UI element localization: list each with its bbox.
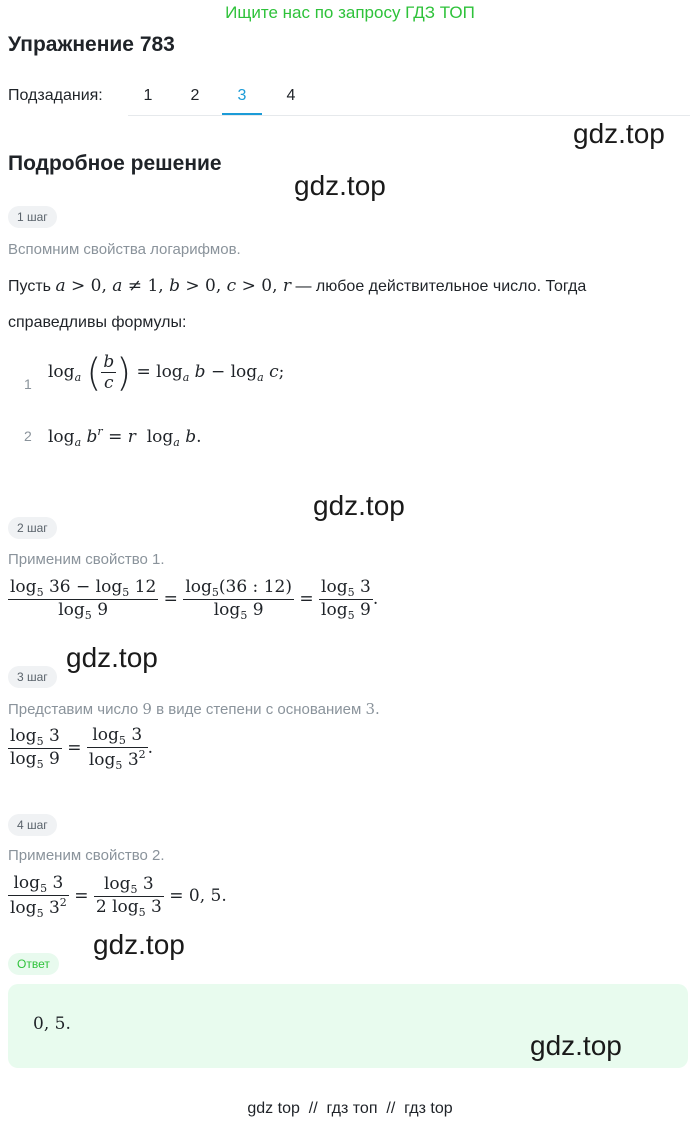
step-hint	[8, 700, 380, 718]
step-text-suffix: — любое действительное число. Тогда	[295, 278, 587, 295]
subtask-tab-4[interactable]: 4	[286, 87, 296, 104]
hint-prefix: Представим число	[8, 701, 139, 718]
step-hint: Применим свойство 2.	[8, 847, 165, 864]
formula-number: 2	[24, 428, 32, 444]
step-text-prefix: Пусть	[8, 278, 51, 295]
subtask-tab-2[interactable]: 2	[190, 87, 200, 104]
answer-badge: Ответ	[8, 953, 59, 975]
watermark: gdz.top	[530, 1030, 622, 1061]
hint-number: 9	[142, 700, 152, 718]
subtask-tab-3[interactable]: 3	[222, 85, 262, 115]
step-badge: 1 шаг	[8, 206, 57, 228]
section-title: Подробное решение	[8, 152, 222, 175]
hint-end: 3.	[365, 700, 380, 718]
step-hint: Применим свойство 1.	[8, 551, 165, 568]
subtasks-label: Подзадания:	[8, 87, 103, 104]
watermark: gdz.top	[313, 490, 405, 521]
tabs-divider	[128, 115, 690, 116]
step4-formula: $\frac{\log_5 3}{\log_5 3^2}$ = $\frac{\log_5 3}{2 \log_5 3}$ = 0, 5.	[10, 873, 227, 920]
formula-number: 1	[24, 376, 32, 392]
watermark: gdz.top	[294, 170, 386, 201]
hint-middle: в виде степени с основанием	[156, 701, 362, 718]
answer-value: 0, 5.	[33, 1014, 71, 1034]
exercise-title: Упражнение 783	[8, 33, 175, 56]
watermark: gdz.top	[93, 929, 185, 960]
step-badge: 3 шаг	[8, 666, 57, 688]
log-power-formula: $\log_a b^r = r$ $\log_a b$.	[48, 425, 202, 449]
step2-formula: $\frac{\log_5 36 - \log_5 12}{\log_5 9}$ = $\frac{\log_5(36 : 12)}{\log_5 9}$ = $\frac{\log_5 3}{\log_5 9}$ .	[10, 577, 379, 622]
step-text-line2: справедливы формулы:	[8, 314, 187, 331]
step-badge: 4 шаг	[8, 814, 57, 836]
search-banner: Ищите нас по запросу ГДЗ ТОП	[225, 3, 475, 22]
log-quotient-formula: $\log_a$ ( $\frac{b}{c}$ ) = $\log_a b - \log_a c$;	[48, 350, 285, 395]
subtask-tab-1[interactable]: 1	[143, 87, 153, 104]
step-hint: Вспомним свойства логарифмов.	[8, 241, 241, 258]
footer-links: gdz top // гдз топ // гдз top	[247, 1100, 453, 1117]
step-badge: 2 шаг	[8, 517, 57, 539]
conditions-formula: a > 0, a ≠ 1, b > 0, c > 0, r	[55, 276, 292, 296]
watermark: gdz.top	[66, 642, 158, 673]
step3-formula: $\frac{\log_5 3}{\log_5 9}$ = $\frac{\log_5 3}{\log_5 3^2}$ .	[10, 725, 154, 772]
step-text	[8, 276, 586, 297]
watermark: gdz.top	[573, 118, 665, 149]
